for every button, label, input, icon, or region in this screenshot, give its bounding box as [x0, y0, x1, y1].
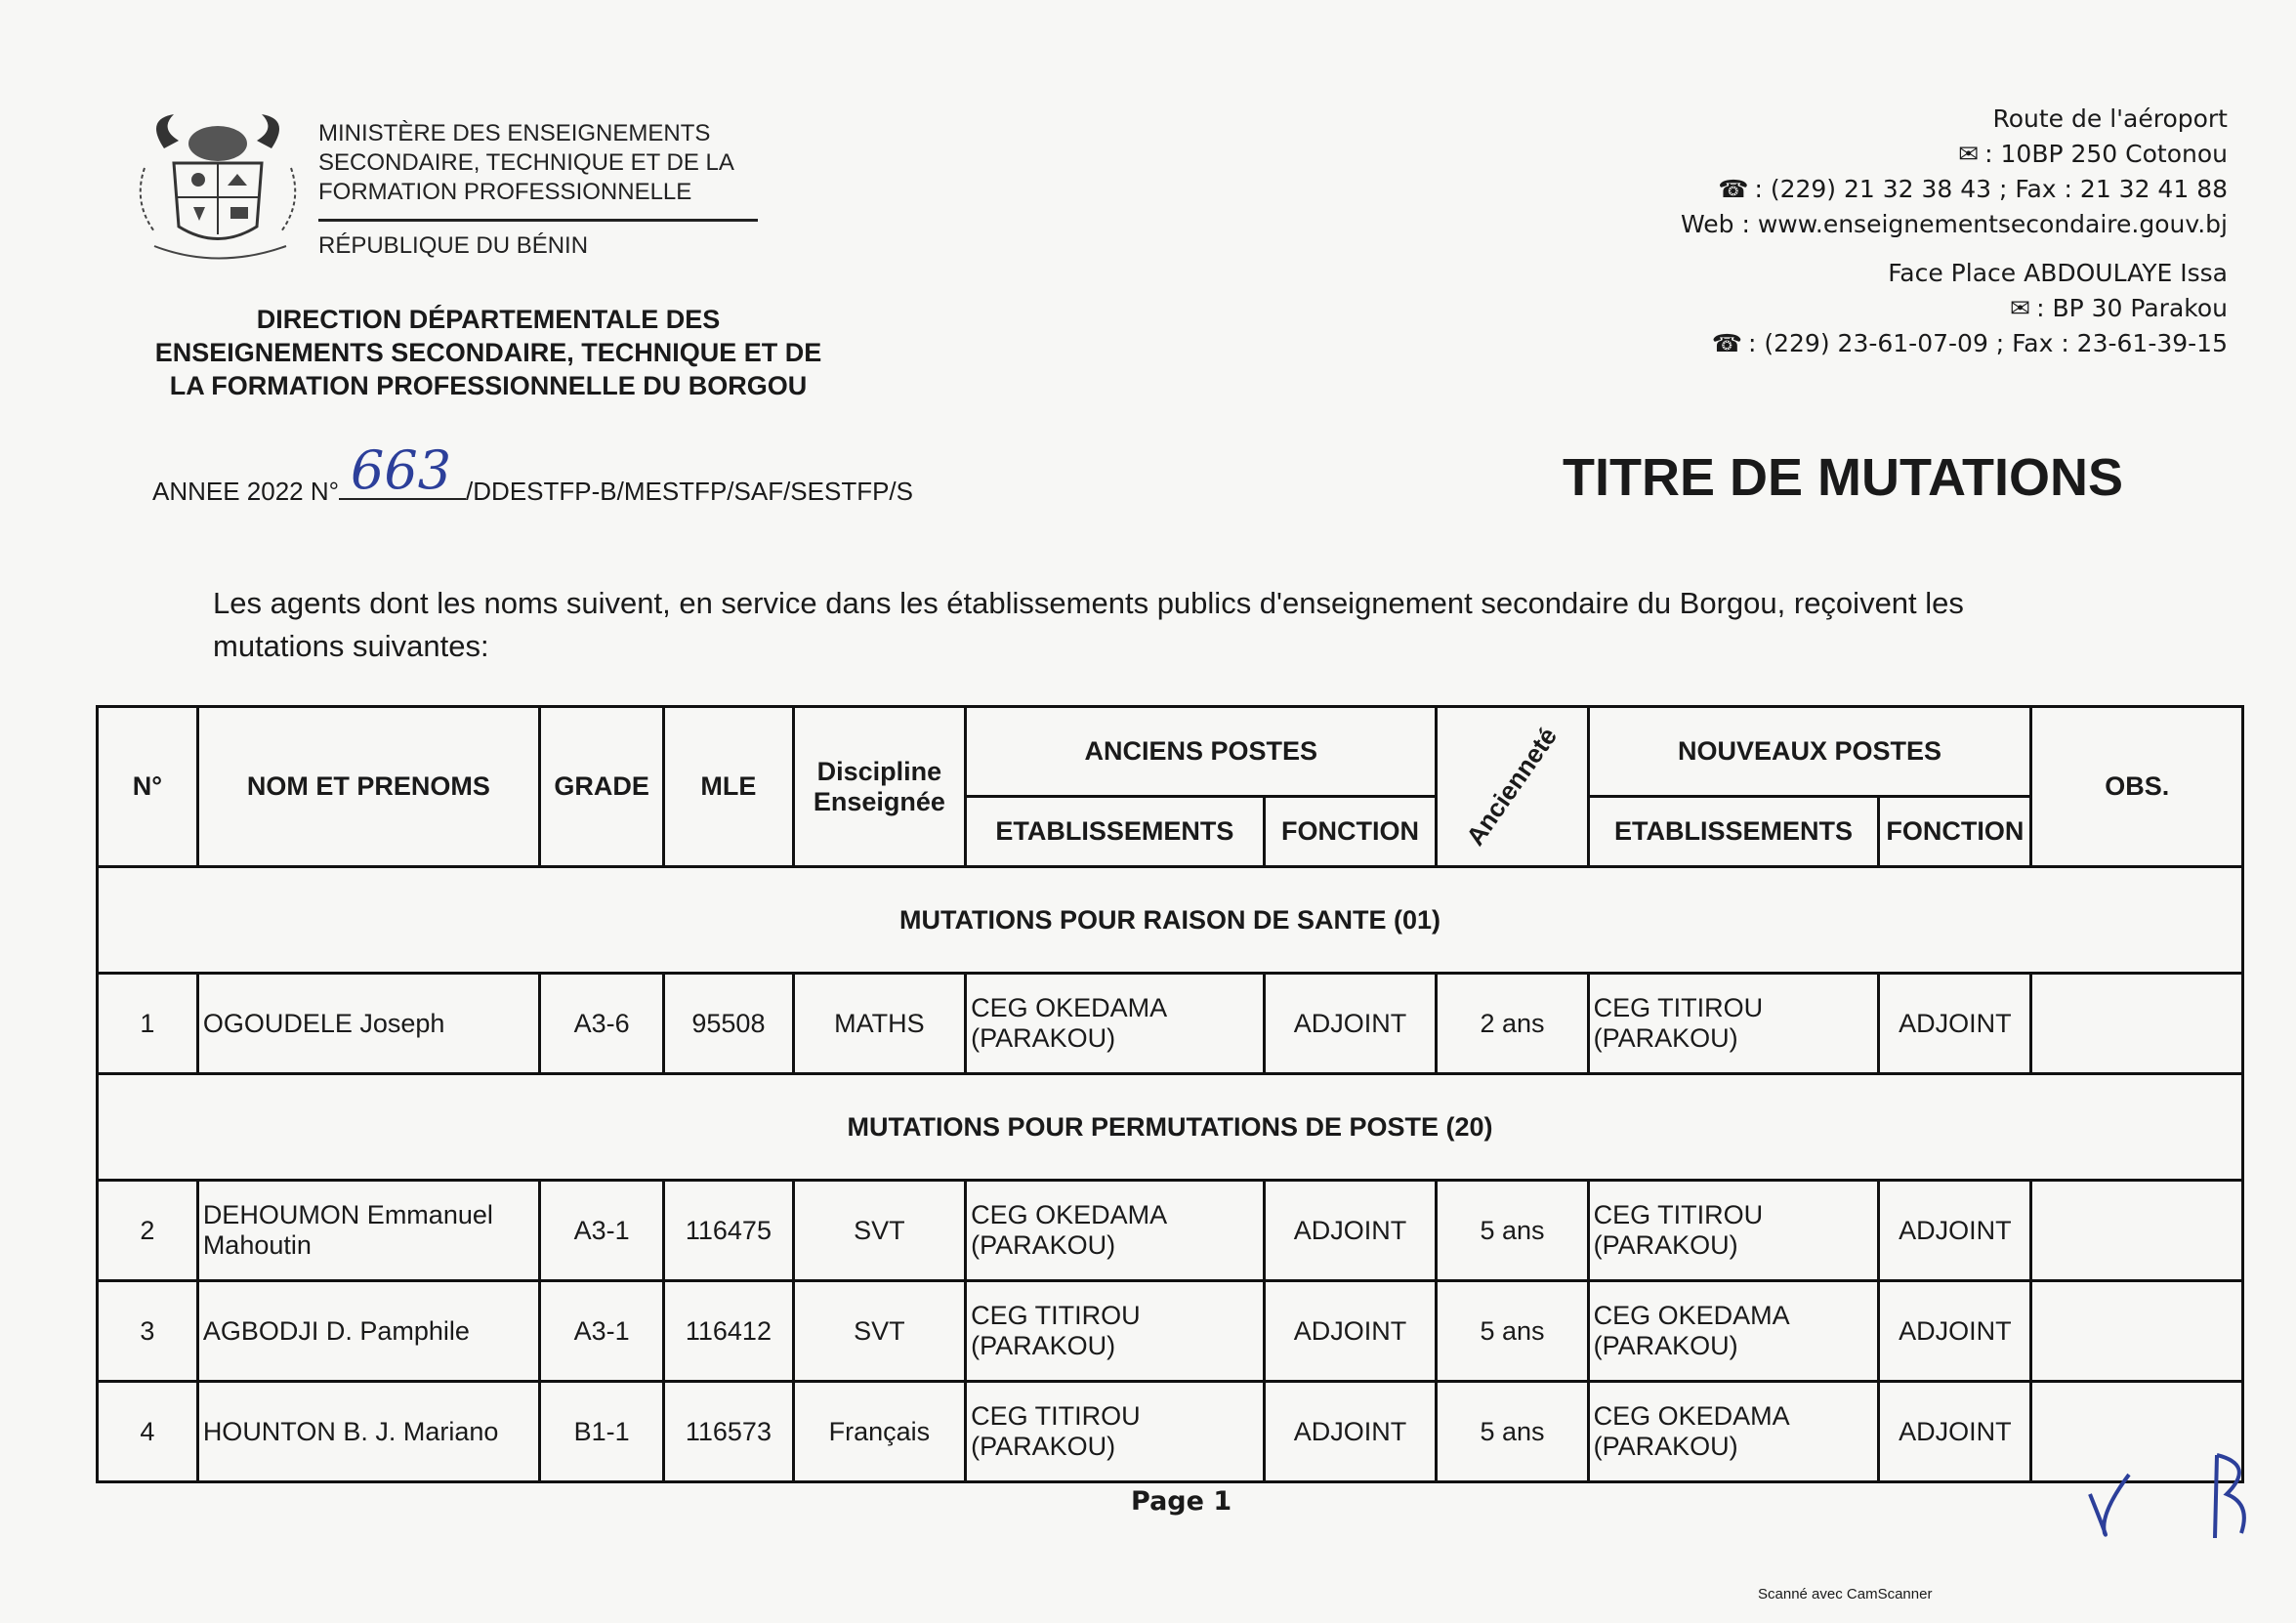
- row-old-etab: CEG TITIROU (PARAKOU): [966, 1382, 1264, 1482]
- row-old-etab: CEG TITIROU (PARAKOU): [966, 1281, 1264, 1382]
- row-old-fonction: ADJOINT: [1264, 974, 1437, 1074]
- row-num: 1: [98, 974, 198, 1074]
- row-anciennete: 5 ans: [1437, 1382, 1588, 1482]
- header-new-etab: ETABLISSEMENTS: [1588, 797, 1879, 867]
- header-old-fonction: FONCTION: [1264, 797, 1437, 867]
- row-mle: 95508: [664, 974, 793, 1074]
- row-old-fonction: ADJOINT: [1264, 1281, 1437, 1382]
- intro-text: Les agents dont les noms suivent, en service dans les établissements publics d'enseignement secondaire du Borgou, reçoivent les mutations suivantes:: [213, 586, 1964, 663]
- ministry-divider: [318, 219, 758, 222]
- row-discipline: Français: [793, 1382, 966, 1482]
- header-new-fonction: FONCTION: [1879, 797, 2031, 867]
- header-obs: OBS.: [2031, 707, 2243, 867]
- row-grade: A3-1: [540, 1281, 664, 1382]
- ministry-line-2: SECONDAIRE, TECHNIQUE ET DE LA: [318, 149, 734, 176]
- document-title: TITRE DE MUTATIONS: [1563, 448, 2123, 507]
- website: Web : www.enseignementsecondaire.gouv.bj: [1681, 210, 2228, 238]
- republic-name: RÉPUBLIQUE DU BÉNIN: [318, 232, 589, 259]
- row-new-fonction: ADJOINT: [1879, 1181, 2031, 1281]
- row-grade: A3-6: [540, 974, 664, 1074]
- mutations-table: [96, 705, 2244, 1483]
- row-mle: 116475: [664, 1181, 793, 1281]
- row-grade: A3-1: [540, 1181, 664, 1281]
- row-old-etab: CEG OKEDAMA (PARAKOU): [966, 974, 1264, 1074]
- row-new-fonction: ADJOINT: [1879, 1281, 2031, 1382]
- header-mle: MLE: [664, 707, 793, 867]
- header-old-etab: ETABLISSEMENTS: [966, 797, 1264, 867]
- po-box-2: [1681, 291, 2228, 326]
- page-number: Page 1: [1131, 1486, 1232, 1517]
- row-obs: [2031, 1281, 2243, 1382]
- row-anciennete: 2 ans: [1437, 974, 1588, 1074]
- row-grade: B1-1: [540, 1382, 664, 1482]
- reference-number: [152, 439, 913, 507]
- header-nouveaux-postes: NOUVEAUX POSTES: [1588, 707, 2031, 797]
- row-old-etab: CEG OKEDAMA (PARAKOU): [966, 1181, 1264, 1281]
- coat-of-arms-icon: [125, 109, 311, 266]
- row-name: DEHOUMON Emmanuel Mahoutin: [197, 1181, 539, 1281]
- row-discipline: SVT: [793, 1181, 966, 1281]
- phone-icon: ☎: [1718, 175, 1749, 203]
- phone-icon: ☎: [1711, 329, 1742, 357]
- envelope-icon: ✉: [2010, 294, 2031, 322]
- reference-suffix: /DDESTFP-B/MESTFP/SAF/SESTFP/S: [466, 477, 913, 506]
- row-discipline: SVT: [793, 1281, 966, 1382]
- reference-number-field: [339, 439, 466, 501]
- ministry-block: [318, 119, 758, 261]
- section-permutations: MUTATIONS POUR PERMUTATIONS DE POSTE (20): [98, 1074, 2243, 1181]
- row-num: 2: [98, 1181, 198, 1281]
- section-row: [98, 867, 2243, 974]
- row-new-etab: CEG OKEDAMA (PARAKOU): [1588, 1382, 1879, 1482]
- row-mle: 116573: [664, 1382, 793, 1482]
- row-new-etab: CEG OKEDAMA (PARAKOU): [1588, 1281, 1879, 1382]
- envelope-icon: ✉: [1958, 140, 1980, 168]
- phone-1: [1681, 172, 2228, 207]
- header-anciennete: [1437, 707, 1588, 867]
- po-box-1: [1681, 137, 2228, 172]
- row-new-etab: CEG TITIROU (PARAKOU): [1588, 974, 1879, 1074]
- row-num: 4: [98, 1382, 198, 1482]
- po-box-1-text: : 10BP 250 Cotonou: [1984, 140, 2228, 168]
- row-new-fonction: ADJOINT: [1879, 974, 2031, 1074]
- row-name: AGBODJI D. Pamphile: [197, 1281, 539, 1382]
- contact-block: [1681, 102, 2228, 361]
- address-1: Route de l'aéroport: [1992, 104, 2228, 133]
- section-sante: MUTATIONS POUR RAISON DE SANTE (01): [98, 867, 2243, 974]
- reference-prefix: ANNEE 2022 N°: [152, 477, 340, 506]
- header-num: N°: [98, 707, 198, 867]
- ministry-line-1: MINISTÈRE DES ENSEIGNEMENTS: [318, 120, 711, 146]
- ministry-line-3: FORMATION PROFESSIONNELLE: [318, 179, 692, 205]
- row-new-fonction: ADJOINT: [1879, 1382, 2031, 1482]
- row-old-fonction: ADJOINT: [1264, 1382, 1437, 1482]
- header-discipline: Discipline Enseignée: [793, 707, 966, 867]
- row-obs: [2031, 974, 2243, 1074]
- anciennete-label: Ancienneté: [1460, 722, 1564, 852]
- row-num: 3: [98, 1281, 198, 1382]
- scanner-watermark: Scanné avec CamScanner: [1758, 1586, 1933, 1602]
- phone-2: [1681, 326, 2228, 361]
- direction-name: DIRECTION DÉPARTEMENTALE DES ENSEIGNEMENTS SECONDAIRE, TECHNIQUE ET DE LA FORMATION PROFESSIONNELLE DU BORGOU: [154, 305, 822, 400]
- header-grade: GRADE: [540, 707, 664, 867]
- row-discipline: MATHS: [793, 974, 966, 1074]
- row-mle: 116412: [664, 1281, 793, 1382]
- table-row: [98, 1181, 2243, 1281]
- section-row: [98, 1074, 2243, 1181]
- phone-1-text: : (229) 21 32 38 43 ; Fax : 21 32 41 88: [1754, 175, 2228, 203]
- address-2: Face Place ABDOULAYE Issa: [1888, 259, 2228, 287]
- header-name: NOM ET PRENOMS: [197, 707, 539, 867]
- table-row: [98, 1281, 2243, 1382]
- handwritten-number: 663: [351, 439, 452, 501]
- header-anciens-postes: ANCIENS POSTES: [966, 707, 1437, 797]
- row-anciennete: 5 ans: [1437, 1281, 1588, 1382]
- row-new-etab: CEG TITIROU (PARAKOU): [1588, 1181, 1879, 1281]
- row-anciennete: 5 ans: [1437, 1181, 1588, 1281]
- table-row: [98, 1382, 2243, 1482]
- signature-initials: [2070, 1436, 2266, 1553]
- row-name: OGOUDELE Joseph: [197, 974, 539, 1074]
- phone-2-text: : (229) 23-61-07-09 ; Fax : 23-61-39-15: [1748, 329, 2228, 357]
- po-box-2-text: : BP 30 Parakou: [2036, 294, 2228, 322]
- table-row: [98, 974, 2243, 1074]
- row-obs: [2031, 1181, 2243, 1281]
- row-name: HOUNTON B. J. Mariano: [197, 1382, 539, 1482]
- row-old-fonction: ADJOINT: [1264, 1181, 1437, 1281]
